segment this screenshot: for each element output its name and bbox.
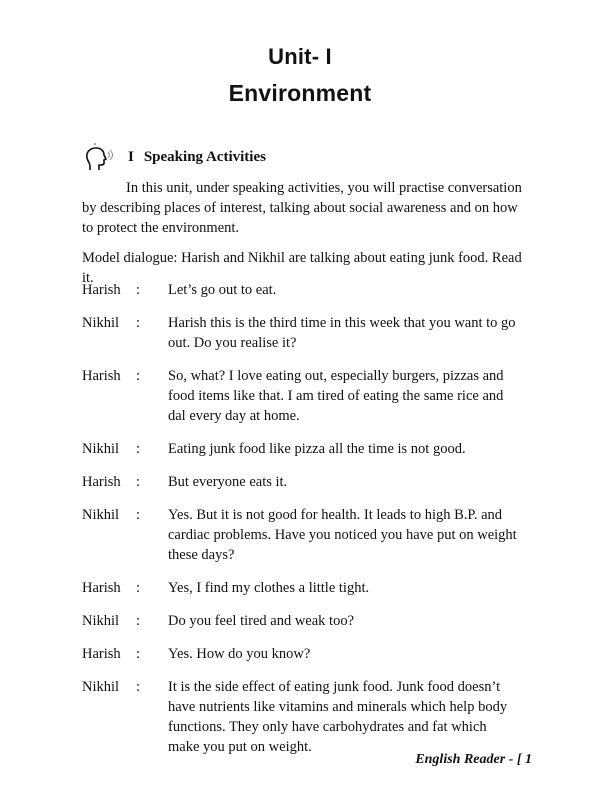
speaker-colon: : xyxy=(135,613,141,629)
speaker-name: Nikhil xyxy=(82,315,120,331)
chapter-title: Environment xyxy=(228,80,372,106)
speaker-name: Harish xyxy=(82,368,121,384)
speaker-colon: : xyxy=(135,646,141,662)
dialogue xyxy=(82,280,522,770)
unit-heading: Unit- I xyxy=(268,44,332,69)
speaker-name: Harish xyxy=(82,282,121,298)
speaker-name: Harish xyxy=(82,646,121,662)
intro-paragraph: In this unit, under speaking activities, you will practise conversation by describing places of interest, talking about social awareness and on how to protect the environment. xyxy=(82,180,522,236)
dialogue-line xyxy=(82,280,522,300)
speaker-name: Harish xyxy=(82,474,121,490)
speaking-head-icon xyxy=(82,142,122,172)
speaker-colon: : xyxy=(135,474,141,490)
dialogue-text: Yes, I find my clothes a little tight. xyxy=(168,580,370,596)
dialogue-line xyxy=(82,366,522,426)
speaker-name: Nikhil xyxy=(82,679,120,695)
speaker-colon: : xyxy=(135,441,141,457)
section-number: I xyxy=(128,148,134,165)
dialogue-line xyxy=(82,644,522,664)
speaker-colon: : xyxy=(135,315,141,331)
dialogue-text: Yes. How do you know? xyxy=(168,646,311,662)
dialogue-text: So, what? I love eating out, especially burgers, pizzas and food items like that. I am tired of eating the same rice and dal every day at home. xyxy=(168,368,504,424)
dialogue-text: But everyone eats it. xyxy=(168,474,288,490)
dialogue-text: Yes. But it is not good for health. It leads to high B.P. and cardiac problems. Have you noticed you have put on weight these days? xyxy=(168,507,517,563)
dialogue-text: Eating junk food like pizza all the time is not good. xyxy=(168,441,466,457)
speaker-colon: : xyxy=(135,282,141,298)
dialogue-line xyxy=(82,439,522,459)
speaker-colon: : xyxy=(135,507,141,523)
dialogue-text: Let’s go out to eat. xyxy=(168,282,277,298)
dialogue-line xyxy=(82,677,522,757)
model-dialogue-intro: Model dialogue: Harish and Nikhil are talking about eating junk food. Read it. xyxy=(82,250,522,286)
dialogue-line xyxy=(82,578,522,598)
dialogue-text: It is the side effect of eating junk food. Junk food doesn’t have nutrients like vitamins and minerals which help body functions. They only have carbohydrates and fat which make you put on weight. xyxy=(168,679,508,755)
section-title: Speaking Activities xyxy=(143,148,266,165)
dialogue-line xyxy=(82,313,522,353)
speaker-colon: : xyxy=(135,679,141,695)
section-heading xyxy=(82,142,266,172)
page-footer: English Reader - [ 1 xyxy=(415,752,532,767)
dialogue-text: Harish this is the third time in this week that you want to go out. Do you realise it? xyxy=(168,315,516,351)
dialogue-line xyxy=(82,505,522,565)
dialogue-line xyxy=(82,611,522,631)
speaker-name: Nikhil xyxy=(82,441,120,457)
dialogue-line xyxy=(82,472,522,492)
speaker-name: Nikhil xyxy=(82,613,120,629)
speaker-name: Nikhil xyxy=(82,507,120,523)
speaker-colon: : xyxy=(135,580,141,596)
speaker-name: Harish xyxy=(82,580,121,596)
dialogue-text: Do you feel tired and weak too? xyxy=(168,613,355,629)
speaker-colon: : xyxy=(135,368,141,384)
